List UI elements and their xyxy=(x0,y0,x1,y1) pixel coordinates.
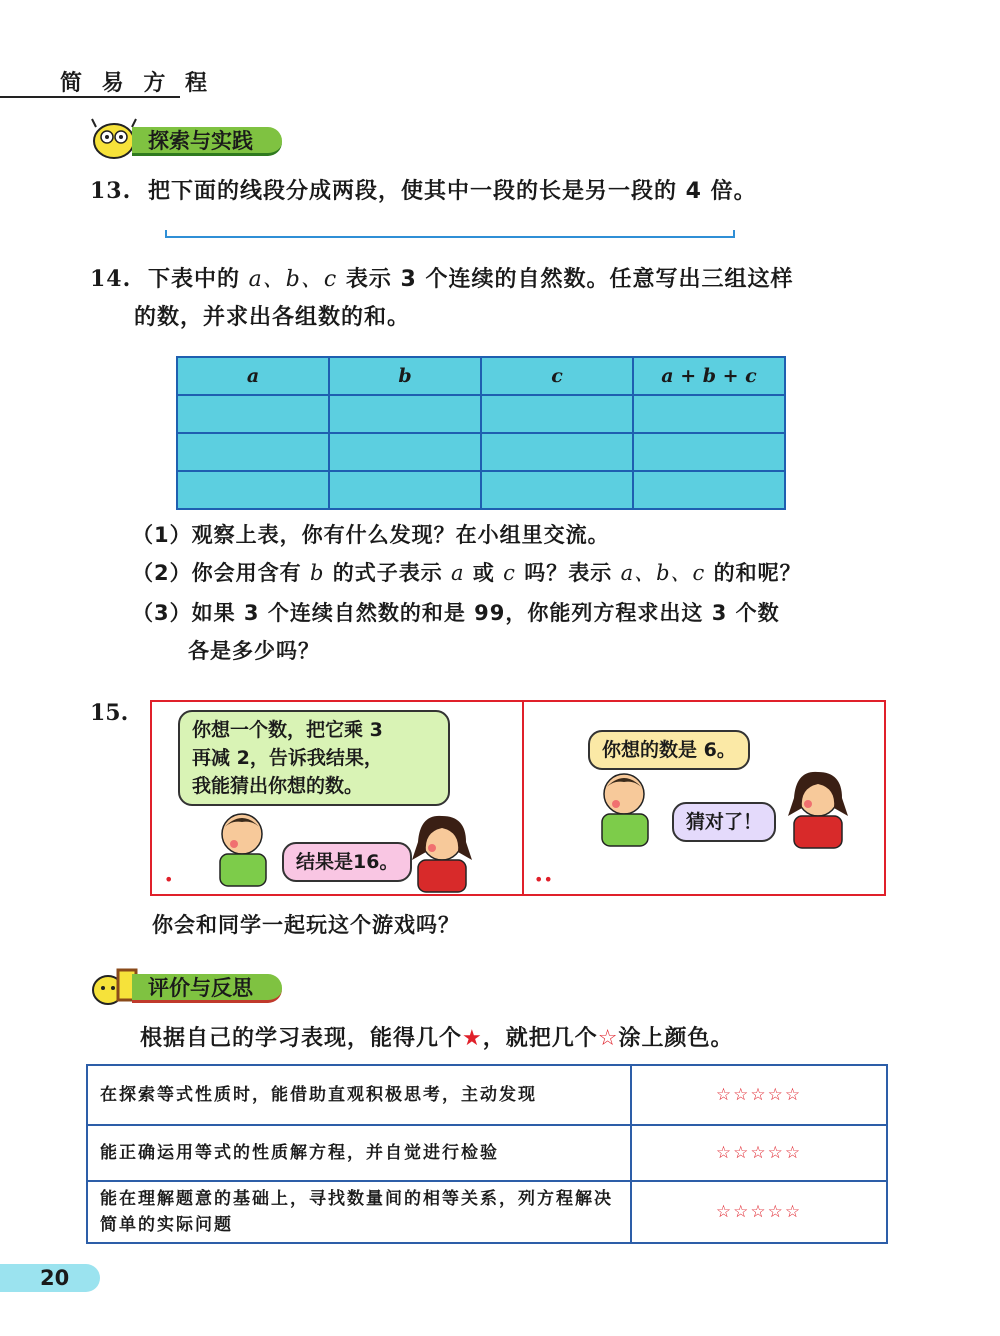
game-frame xyxy=(150,700,886,896)
evaluation-criterion: 能在理解题意的基础上，寻找数量间的相等关系，列方程解决简单的实际问题 xyxy=(87,1181,631,1243)
question-text: 把下面的线段分成两段，使其中一段的长是另一段的 4 倍。 xyxy=(147,179,757,204)
star-rating[interactable]: ☆☆☆☆☆ xyxy=(631,1125,887,1181)
table-cell xyxy=(481,471,633,509)
table-cell xyxy=(633,395,785,433)
boy-icon xyxy=(208,808,278,888)
table-header-row xyxy=(177,357,785,395)
question-number: 13. xyxy=(90,178,132,204)
var-c: c xyxy=(503,561,516,585)
girl-icon xyxy=(778,768,858,850)
table-cell xyxy=(633,433,785,471)
question-number: 15. xyxy=(90,700,129,726)
girl-icon xyxy=(402,812,482,894)
sub3-line2: 各是多少吗？ xyxy=(188,639,320,663)
question-text-a: 下表中的 xyxy=(147,267,249,292)
intro-text-c: 涂上颜色。 xyxy=(618,1026,734,1051)
page-header-title: 简 易 方 程 xyxy=(60,71,213,96)
evaluation-criterion: 能正确运用等式的性质解方程，并自觉进行检验 xyxy=(87,1125,631,1181)
sub2-text-c: 的式子表示 xyxy=(324,561,452,585)
line-segment xyxy=(165,236,735,238)
sub2-text-i: 的和呢？ xyxy=(705,561,802,585)
table-cell xyxy=(633,471,785,509)
panel-1-mark: • xyxy=(164,870,174,889)
table-cell xyxy=(329,433,481,471)
variables-abc: a、b、c xyxy=(248,267,338,292)
sub2-text-e: 或 xyxy=(464,561,504,585)
sub2-text-a: （2）你会用含有 xyxy=(132,561,310,585)
sub-question-3 xyxy=(132,594,932,670)
table-cell xyxy=(177,471,329,509)
line-segment-end-left xyxy=(165,230,167,238)
table-header-cell: a xyxy=(177,357,329,395)
abc-table xyxy=(176,356,786,510)
table-cell xyxy=(329,395,481,433)
section-explore-title: 探索与实践 xyxy=(148,129,253,153)
filled-star-icon: ★ xyxy=(462,1026,483,1051)
evaluation-row xyxy=(87,1125,887,1181)
table-cell xyxy=(481,433,633,471)
bubble-line: 再减 2，告诉我结果， xyxy=(192,747,383,769)
section-evaluate-title: 评价与反思 xyxy=(148,976,253,1000)
question-number: 14. xyxy=(90,266,132,292)
sub3-line1: （3）如果 3 个连续自然数的和是 99，你能列方程求出这 3 个数 xyxy=(132,601,780,625)
section-explore-heading xyxy=(88,115,288,160)
table-row xyxy=(177,471,785,509)
sub-question-1: （1）观察上表，你有什么发现？在小组里交流。 xyxy=(132,523,610,547)
intro-text-b: ，就把几个 xyxy=(482,1026,598,1051)
bubble-line: 我能猜出你想的数。 xyxy=(192,775,364,797)
star-rating[interactable]: ☆☆☆☆☆ xyxy=(631,1065,887,1125)
section-evaluate-heading xyxy=(88,962,288,1007)
page-number: 20 xyxy=(40,1266,70,1290)
evaluation-row xyxy=(87,1181,887,1243)
header-underline xyxy=(0,96,180,98)
table-cell xyxy=(329,471,481,509)
evaluation-intro xyxy=(140,1020,734,1058)
panel-divider xyxy=(522,702,524,894)
speech-bubble-boy xyxy=(178,710,450,806)
line-segment-end-right xyxy=(733,230,735,238)
sub2-text-g: 吗？表示 xyxy=(515,561,621,585)
boy-icon xyxy=(590,768,660,848)
table-header-cell: c xyxy=(481,357,633,395)
intro-text-a: 根据自己的学习表现，能得几个 xyxy=(140,1026,463,1051)
question-text-b: 表示 3 个连续的自然数。任意写出三组这样 xyxy=(337,267,794,292)
bubble-line: 你想一个数，把它乘 3 xyxy=(192,719,383,741)
speech-bubble-girl-2: 你想的数是 6。 xyxy=(588,730,750,770)
evaluation-row xyxy=(87,1065,887,1125)
question-14 xyxy=(90,260,910,337)
table-row xyxy=(177,395,785,433)
var-abc: a、b、c xyxy=(620,561,706,585)
question-text-line2: 的数，并求出各组数的和。 xyxy=(134,305,411,330)
table-header-cell: a + b + c xyxy=(633,357,785,395)
table-cell xyxy=(481,395,633,433)
evaluation-table xyxy=(86,1064,888,1244)
empty-star-icon: ☆ xyxy=(597,1026,619,1051)
game-question: 你会和同学一起玩这个游戏吗？ xyxy=(152,913,460,937)
table-header-cell: b xyxy=(329,357,481,395)
sub-question-2 xyxy=(132,554,932,592)
speech-bubble-girl: 结果是16。 xyxy=(282,842,412,882)
var-b: b xyxy=(309,561,325,585)
table-cell xyxy=(177,433,329,471)
question-13 xyxy=(90,172,910,211)
speech-bubble-boy-2: 猜对了！ xyxy=(672,802,776,842)
star-rating[interactable]: ☆☆☆☆☆ xyxy=(631,1181,887,1243)
table-cell xyxy=(177,395,329,433)
panel-2-mark: •• xyxy=(534,870,553,889)
evaluation-criterion: 在探索等式性质时，能借助直观积极思考，主动发现 xyxy=(87,1065,631,1125)
table-row xyxy=(177,433,785,471)
var-a: a xyxy=(451,561,465,585)
